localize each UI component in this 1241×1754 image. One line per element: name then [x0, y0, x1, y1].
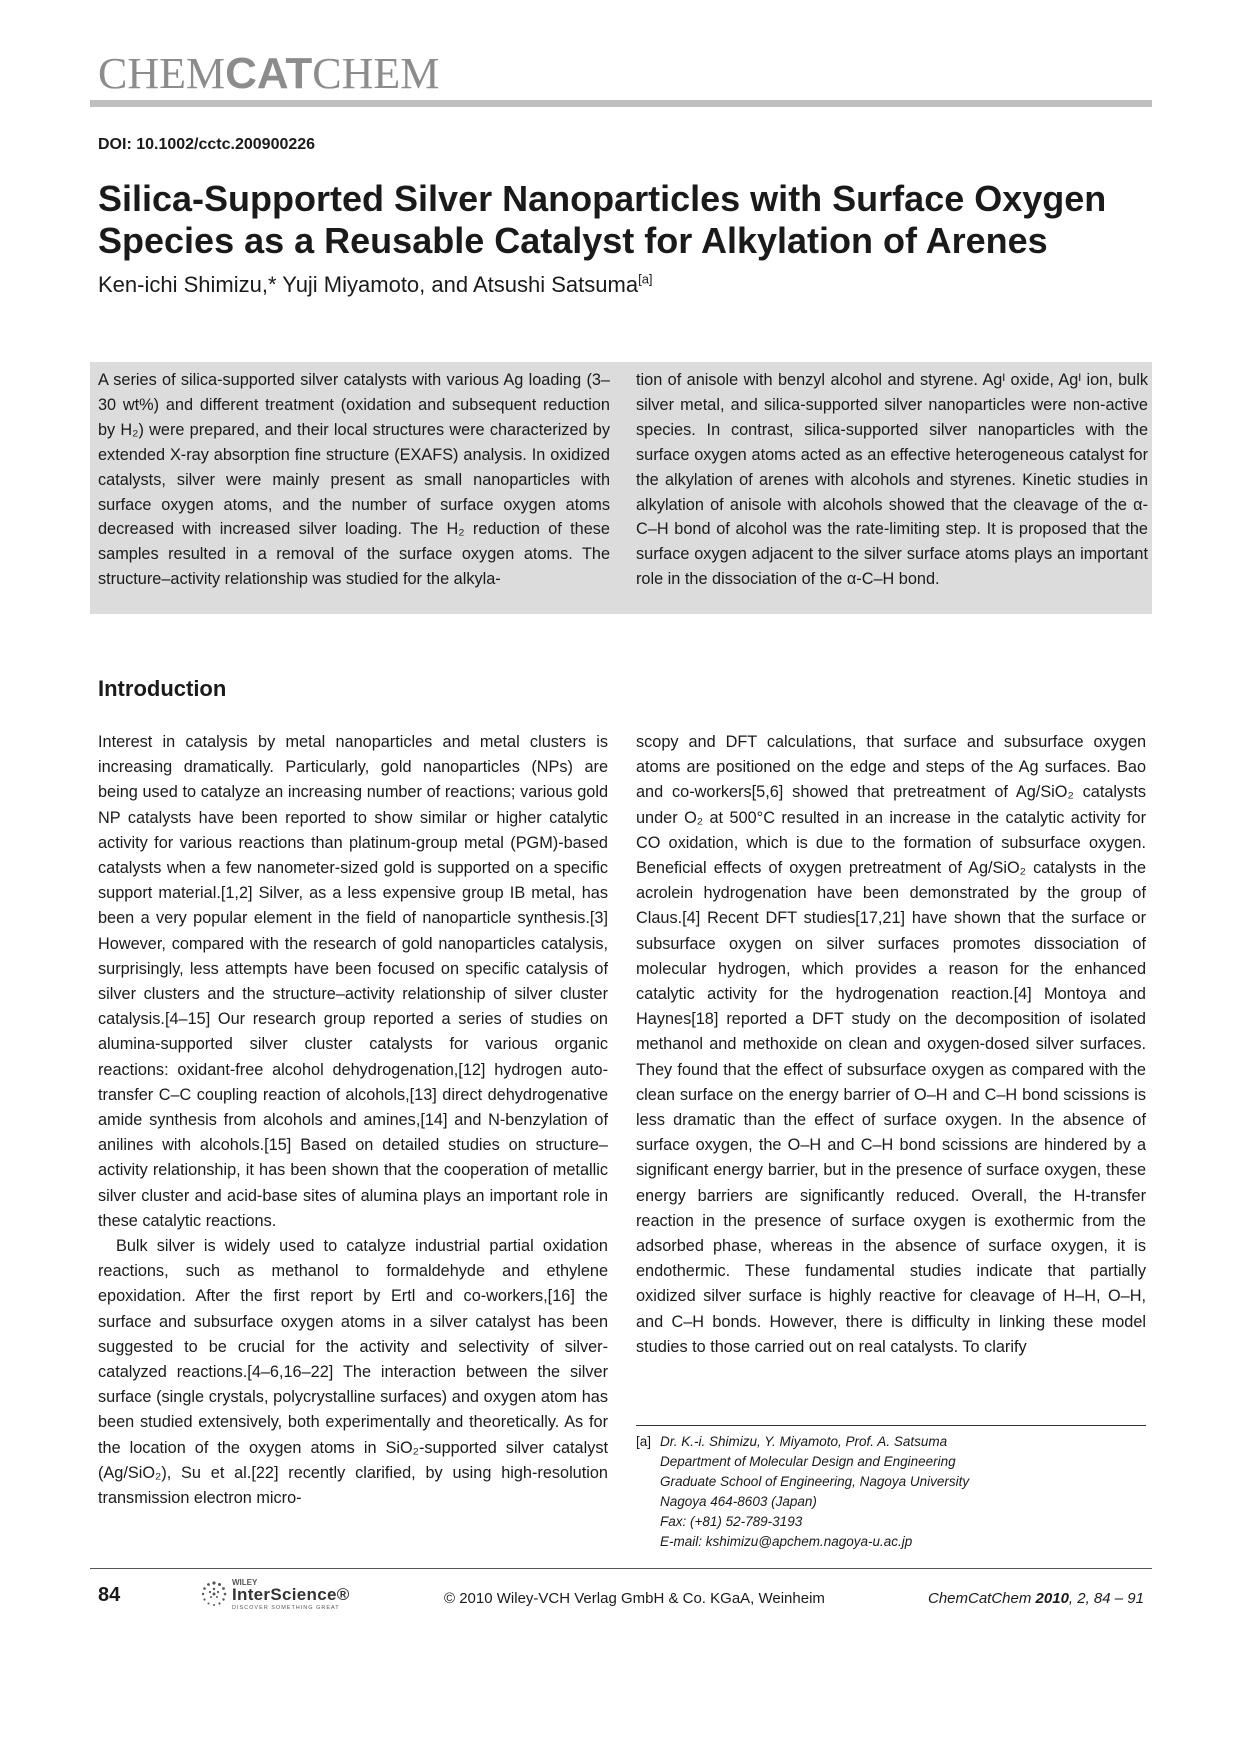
interscience-logo-icon: [200, 1580, 228, 1608]
journal-brand-part3: CHEM: [312, 49, 440, 98]
logo-tagline: DISCOVER SOMETHING GREAT: [232, 1605, 340, 1611]
footnote-line: Nagoya 464-8603 (Japan): [660, 1494, 817, 1509]
body-right-column: [636, 730, 1146, 1360]
footnote-line: Graduate School of Engineering, Nagoya University: [660, 1474, 970, 1489]
abstract-right-column: tion of anisole with benzyl alcohol and styrene. Agᴵ oxide, Agᴵ ion, bulk silver metal, and silica-supported silver nanoparticles were non-active species. In contrast, silica-supported silver nanoparticles with the surface oxygen atoms acted as an effective heterogeneous catalyst for the alkylation of arenes with alcohols and styrenes. Kinetic studies in alkylation of anisole with alcohols showed that the cleavage of the α-C–H bond of alcohol was the rate-limiting step. It is proposed that the surface oxygen adjacent to the silver surface atoms plays an important role in the dissociation of the α-C–H bond.: [636, 371, 1148, 589]
logo-interscience-text: InterScience®: [232, 1585, 350, 1604]
affiliation-mark: [a]: [638, 271, 653, 287]
footnote-rule: [636, 1425, 1146, 1426]
author-list: [98, 272, 653, 298]
publisher-logo: [200, 1578, 390, 1612]
footnote-label: [a]: [636, 1434, 652, 1449]
logo-wiley-text: WILEY: [232, 1578, 258, 1587]
header-rule: [90, 100, 1152, 107]
citation-volume-pages: , 2, 84 – 91: [1068, 1590, 1144, 1607]
page-number: 84: [98, 1584, 121, 1606]
footnote-line: Department of Molecular Design and Engineering: [660, 1454, 956, 1469]
journal-citation: [928, 1590, 1144, 1607]
authors-text: Ken-ichi Shimizu,* Yuji Miyamoto, and Atsushi Satsuma: [98, 272, 639, 297]
footnote-line: Dr. K.-i. Shimizu, Y. Miyamoto, Prof. A. Satsuma: [660, 1434, 948, 1449]
section-heading-introduction: Introduction: [98, 676, 227, 701]
copyright-notice: © 2010 Wiley-VCH Verlag GmbH & Co. KGaA, Weinheim: [444, 1590, 825, 1607]
citation-journal: ChemCatChem: [928, 1590, 1032, 1607]
affiliation-footnote: [636, 1432, 1146, 1552]
paragraph: Bulk silver is widely used to catalyze industrial partial oxidation reactions, such as methanol to formaldehyde and ethylene epoxidation. After the first report by Ertl and co-workers,[16] the surface and subsurface oxygen atoms in a silver catalyst has been suggested to be crucial for the activity and selectivity of silver-catalyzed reactions.[4–6,16–22] The interaction between the silver surface (single crystals, polycrystalline surfaces) and oxygen atom has been studied extensively, both experimentally and theoretically. As for the location of the oxygen atoms in SiO₂-supported silver catalyst (Ag/SiO₂), Su et al.[22] recently clarified, by using high-resolution transmission electron micro-: [98, 1237, 608, 1508]
journal-brand-part1: CHEM: [98, 49, 226, 98]
body-left-column: [98, 730, 608, 1511]
doi[interactable]: DOI: 10.1002/cctc.200900226: [98, 136, 316, 153]
paragraph: Interest in catalysis by metal nanoparticles and metal clusters is increasing dramatically. Particularly, gold nanoparticles (NPs) are being used to catalyze an increasing number of reactions; various gold NP catalysts have been reported to show similar or higher catalytic activity for various reactions than platinum-group metal (PGM)-based catalysts when a few nanometer-sized gold is supported on a specific support material.[1,2] Silver, as a less expensive group IB metal, has been a very popular element in the field of nanoparticle synthesis.[3] However, compared with the research of gold nanoparticles catalysis, surprisingly, less attempts have been focused on specific catalysis of silver clusters and the structure–activity relationship of silver cluster catalysis.[4–15] Our research group reported a series of studies on alumina-supported silver cluster catalysts for various organic reactions: oxidant-free alcohol dehydrogenation,[12] hydrogen auto-transfer C–C coupling reaction of alcohols,[13] direct dehydrogenative amide synthesis from alcohols and amines,[14] and N-benzylation of anilines with alcohols.[15] Based on detailed studies on structure–activity relationship, it has been shown that the cooperation of metallic silver cluster and acid-base sites of alumina plays an important role in these catalytic reactions.: [98, 733, 608, 1230]
journal-brand-part2: CAT: [225, 49, 313, 98]
footnote-email[interactable]: E-mail: kshimizu@apchem.nagoya-u.ac.jp: [660, 1534, 913, 1549]
article-title: Silica-Supported Silver Nanoparticles with Surface Oxygen Species as a Reusable Catalyst for Alkylation of Arenes: [98, 178, 1107, 261]
footer-rule: [90, 1568, 1152, 1569]
paragraph: scopy and DFT calculations, that surface and subsurface oxygen atoms are positioned on the edge and steps of the Ag surfaces. Bao and co-workers[5,6] showed that pretreatment of Ag/SiO₂ catalysts under O₂ at 500°C resulted in an increase in the catalytic activity for CO oxidation, which is due to the formation of subsurface oxygen. Beneficial effects of oxygen pretreatment of Ag/SiO₂ catalysts in the acrolein hydrogenation have been demonstrated by the group of Claus.[4] Recent DFT studies[17,21] have shown that the surface or subsurface oxygen on silver surfaces promotes dissociation of molecular hydrogen, which provides a reason for the enhanced catalytic activity for the hydrogenation reaction.[4] Montoya and Haynes[18] reported a DFT study on the decomposition of isolated methanol and methoxide on clean and oxygen-dosed silver surfaces. They found that the effect of subsurface oxygen as compared with the clean surface on the energy barrier of O–H and C–H bond scissions is less dramatic than the effect of surface oxygen. In the absence of surface oxygen, the O–H and C–H bond scissions are hindered by a significant energy barrier, but in the presence of surface oxygen, these energy barriers are significantly reduced. Overall, the H-transfer reaction in the presence of surface oxygen is exothermic from the adsorbed phase, whereas in the absence of surface oxygen, it is endothermic. These fundamental studies indicate that partially oxidized silver surface is highly reactive for cleavage of H–H, O–H, and C–H bonds. However, there is difficulty in linking these model studies to those carried out on real catalysts. To clarify: [636, 733, 1146, 1356]
citation-year: 2010: [1035, 1590, 1069, 1607]
footnote-line: Fax: (+81) 52-789-3193: [660, 1514, 803, 1529]
abstract-left-column: A series of silica-supported silver catalysts with various Ag loading (3–30 wt%) and different treatment (oxidation and subsequent reduction by H₂) were prepared, and their local structures were characterized by extended X-ray absorption fine structure (EXAFS) analysis. In oxidized catalysts, silver were mainly present as small nanoparticles with surface oxygen atoms, and the number of surface oxygen atoms decreased with increased silver loading. The H₂ reduction of these samples resulted in a removal of the surface oxygen atoms. The structure–activity relationship was studied for the alkyla-: [98, 371, 610, 589]
journal-brand: [98, 49, 440, 98]
